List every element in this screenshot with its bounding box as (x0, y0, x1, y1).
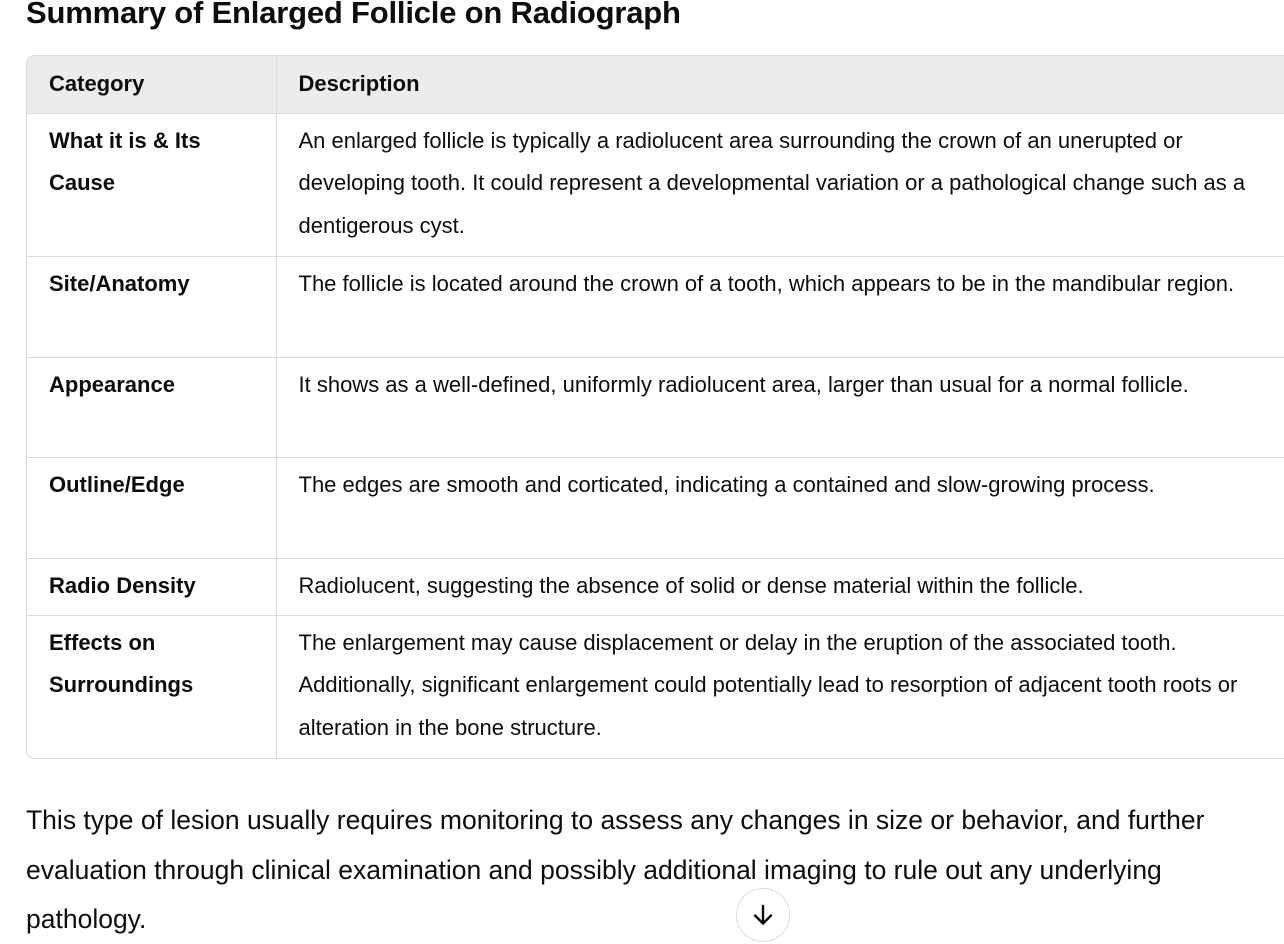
row-category-text: Outline/Edge (49, 471, 185, 497)
row-description-text: An enlarged follicle is typically a radiolucent area surrounding the crown of an unerupted or developing tooth. It could represent a developmental variation or a pathological change such as a dentigerous cyst. (298, 127, 1246, 238)
row-description-text: The follicle is located around the crown of a tooth, which appears to be in the mandibular region. (298, 270, 1235, 296)
row-description (276, 256, 1284, 357)
row-description-text: Radiolucent, suggesting the absence of solid or dense material within the follicle. (298, 572, 1084, 598)
row-category-text: Radio Density (49, 572, 196, 598)
row-description (276, 357, 1284, 457)
row-category (27, 558, 276, 615)
row-description-text: The edges are smooth and corticated, indicating a contained and slow-growing process. (298, 471, 1155, 497)
row-description (276, 457, 1284, 558)
row-category-text: Effects on Surroundings (49, 629, 194, 697)
table-row (27, 256, 1284, 357)
row-description-text: It shows as a well-defined, uniformly radiolucent area, larger than usual for a normal follicle. (298, 371, 1189, 397)
arrow-down-icon (751, 903, 775, 927)
row-description-text: The enlargement may cause displacement or delay in the eruption of the associated tooth. Additionally, significant enlargement could potentially lead to resorption of adjacent tooth roots or alteration in the bone structure. (298, 629, 1238, 740)
row-category (27, 113, 276, 256)
table-row (27, 457, 1284, 558)
section-heading: Summary of Enlarged Follicle on Radiograph (26, 0, 681, 30)
table-row (27, 113, 1284, 256)
summary-table-container (26, 55, 1284, 759)
row-category (27, 357, 276, 457)
table-row (27, 558, 1284, 615)
column-header-category: Category (27, 56, 276, 113)
row-description (276, 615, 1284, 758)
summary-table (27, 56, 1284, 758)
table-row (27, 357, 1284, 457)
row-category-text: Appearance (49, 371, 175, 397)
row-description (276, 113, 1284, 256)
row-category-text: Site/Anatomy (49, 270, 190, 296)
summary-paragraph: This type of lesion usually requires monitoring to assess any changes in size or behavior, and further evaluation through clinical examination and possibly additional imaging to rule out any underlying pathology. (26, 805, 1205, 934)
table-row (27, 615, 1284, 758)
table-header-row (27, 56, 1284, 113)
row-category-text: What it is & Its Cause (49, 127, 201, 195)
row-category (27, 457, 276, 558)
row-category (27, 615, 276, 758)
column-header-description: Description (276, 56, 1284, 113)
scroll-to-bottom-button[interactable] (736, 888, 790, 942)
row-description (276, 558, 1284, 615)
row-category (27, 256, 276, 357)
